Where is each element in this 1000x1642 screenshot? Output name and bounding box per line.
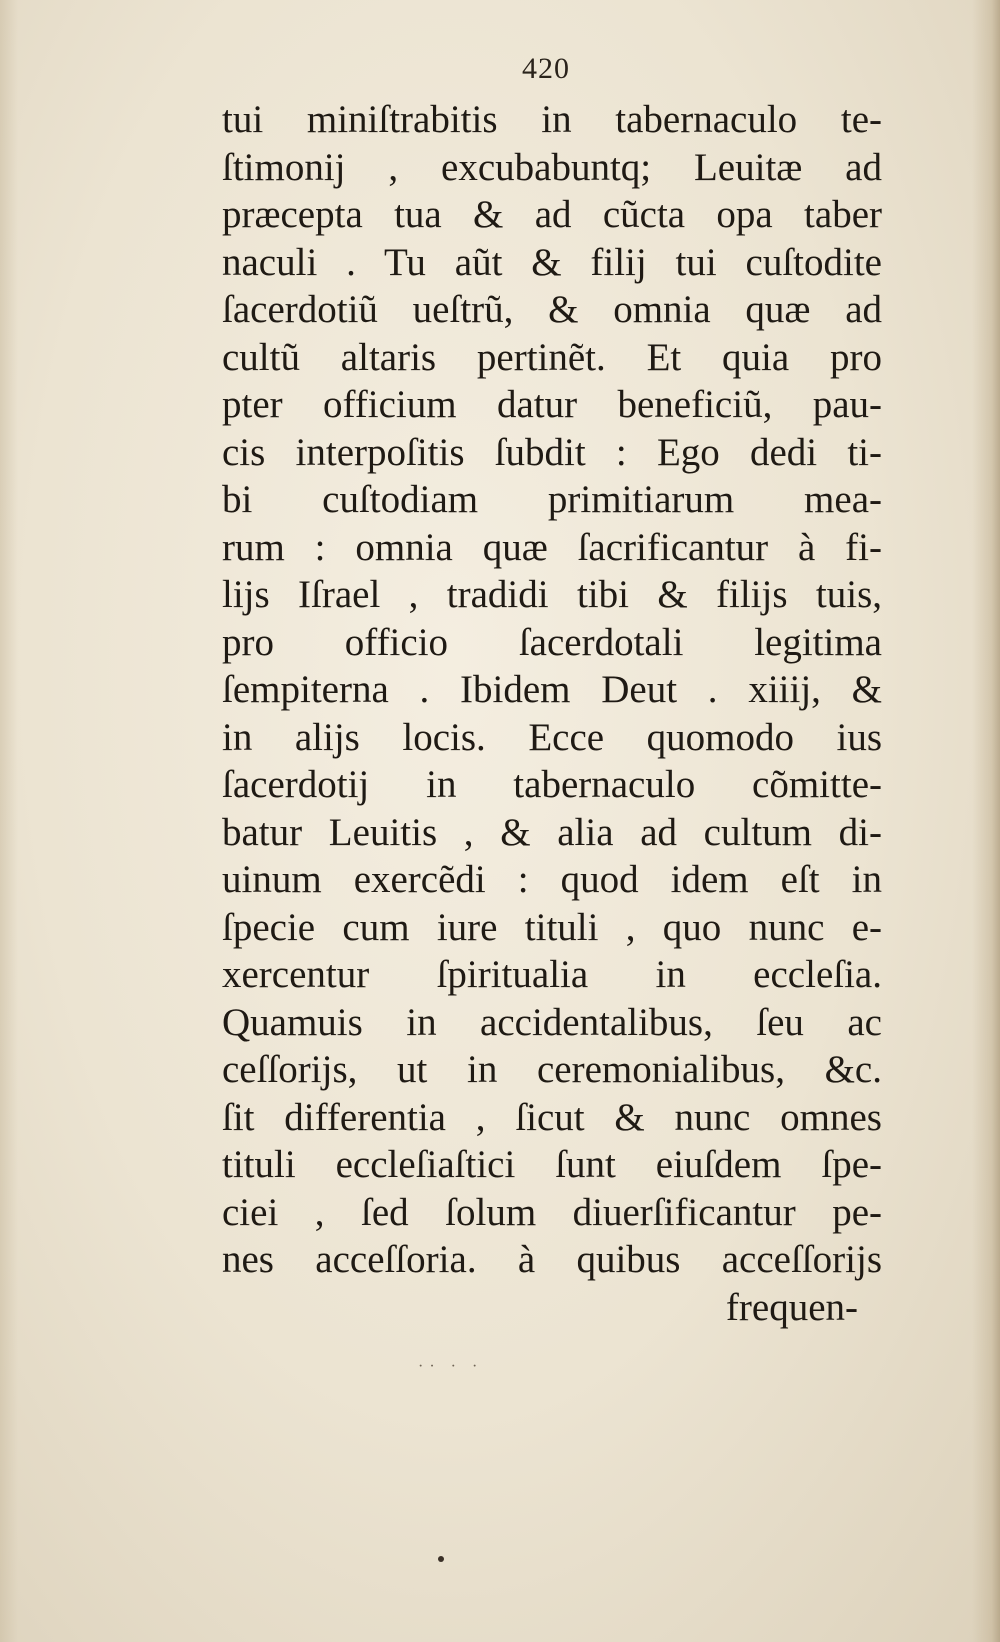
text-line: ſit differentia , ſicut & nunc omnes [222,1095,882,1139]
text-line: tui miniſtrabitis in tabernaculo te- [222,98,882,141]
text-line: ceſſorijs, ut in ceremonialibus, &c. [222,1048,882,1091]
text-line: uinum exercẽdi : quod idem eſt in [222,858,882,901]
text-line: rum : omnia quæ ſacrificantur à fi- [222,525,882,569]
text-line: ſacerdotiũ ueſtrũ, & omnia quæ ad [222,288,882,331]
text-line: ſempiterna . Ibidem Deut . xiiij, & [222,668,882,711]
ornament-dot [438,1556,444,1562]
page-edge-shadow [972,0,1000,1642]
text-line: pro officio ſacerdotali legitima [222,620,882,664]
text-line: nes acceſſoria. à quibus acceſſorijs [222,1238,882,1281]
text-line: naculi . Tu aũt & filij tui cuſtodite [222,240,882,284]
text-line: tituli eccleſiaſtici ſunt eiuſdem ſpe- [222,1143,882,1186]
stray-marks: ·· · · [418,1358,484,1375]
text-line: pter officium datur beneficiũ, pau- [222,383,882,426]
catchword: frequen- [725,1285,858,1329]
text-line: batur Leuitis , & alia ad cultum di- [222,810,882,854]
text-line: præcepta tua & ad cũcta opa taber [222,193,882,236]
text-line: ſacerdotij in tabernaculo cõmitte- [222,763,882,806]
page-number: 420 [522,52,570,85]
text-line: cultũ altaris pertinẽt. Et quia pro [222,335,882,379]
text-line: ciei , ſed ſolum diuerſificantur pe- [222,1190,882,1234]
text-line: xercentur ſpiritualia in eccleſia. [222,953,882,996]
text-line: in alijs locis. Ecce quomodo ius [222,715,882,759]
text-line: bi cuſtodiam primitiarum mea- [222,478,882,521]
page-gutter-shadow [0,0,18,1642]
text-line: lijs Iſrael , tradidi tibi & filijs tuis, [222,573,882,616]
text-line: ſpecie cum iure tituli , quo nunc e- [222,905,882,949]
text-line: Quamuis in accidentalibus, ſeu ac [222,1000,882,1044]
text-line: cis interpoſitis ſubdit : Ego dedi ti- [222,430,882,474]
text-line: ſtimonij , excubabuntq; Leuitæ ad [222,145,882,189]
body-text [222,96,882,1331]
